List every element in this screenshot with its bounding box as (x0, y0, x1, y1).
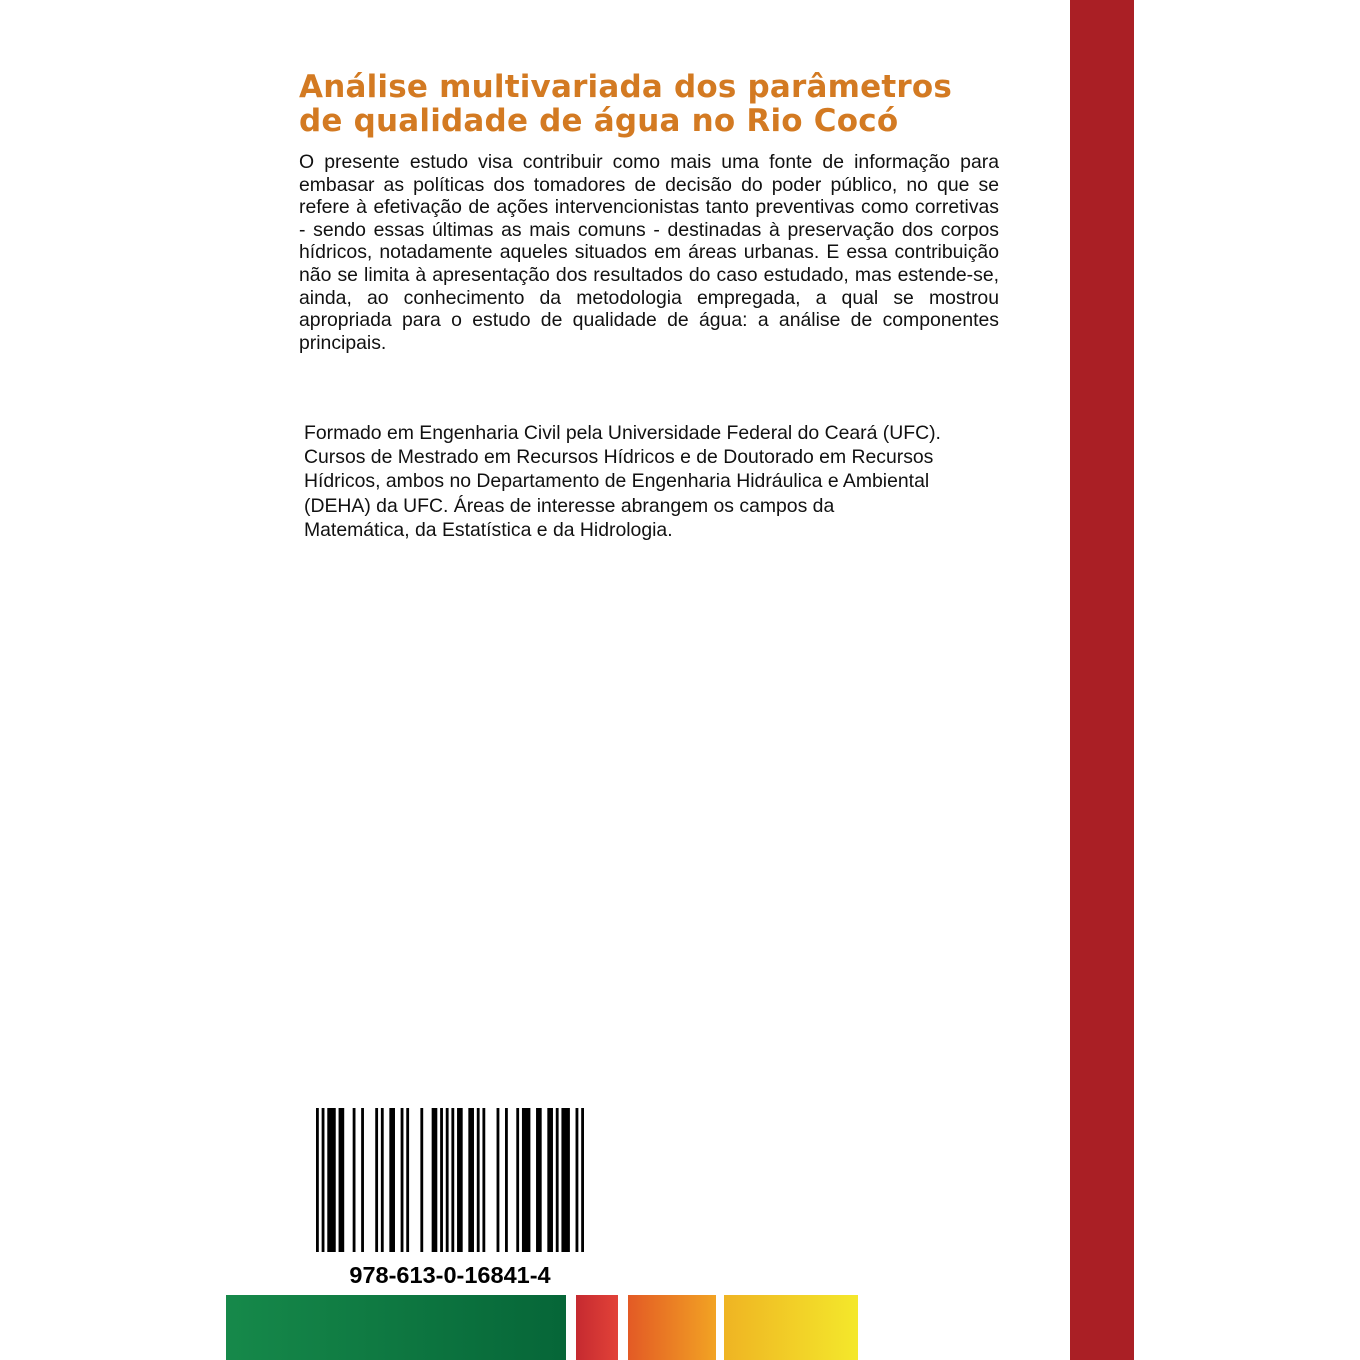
barcode-bar (497, 1108, 500, 1252)
barcode-bar (361, 1108, 364, 1252)
barcode-bar (316, 1108, 319, 1252)
barcode-bar (322, 1108, 325, 1252)
barcode-bar (446, 1108, 449, 1252)
color-strip-red (576, 1295, 618, 1360)
isbn-number: 978-613-0-16841-4 (349, 1262, 551, 1288)
bio-line-4: (DEHA) da UFC. Áreas de interesse abrangem os campos da (304, 494, 835, 517)
barcode-bar (468, 1108, 474, 1252)
barcode-bar (440, 1108, 443, 1252)
barcode-bar (457, 1108, 463, 1252)
color-strip-yellow (724, 1295, 858, 1360)
barcode-bar (432, 1108, 438, 1252)
color-strip-green (226, 1295, 566, 1360)
title-line-2: de qualidade de água no Rio Cocó (299, 103, 899, 139)
barcode-bar (516, 1108, 519, 1252)
barcode-bar (547, 1108, 553, 1252)
barcode-bar (420, 1108, 423, 1252)
bio-line-2: Cursos de Mestrado em Recursos Hídricos e de Doutorado em Recursos (304, 446, 934, 469)
barcode-bar (389, 1108, 395, 1252)
barcode-bar (381, 1108, 384, 1252)
barcode-bar (556, 1108, 559, 1252)
book-abstract: O presente estudo visa contribuir como mais uma fonte de informação para embasar as políticas dos tomadores de decisão do poder público, no que se refere à efetivação de ações intervencionistas tanto preventivas como corretivas - sendo essas últimas as mais comuns - destinadas à preservação dos corpos hídricos, notadamente aqueles situados em áreas urbanas. E essa contribuição não se limita à apresentação dos resultados do caso estudado, mas estende-se, ainda, ao conhecimento da metodologia empregada, a qual se mostrou apropriada para o estudo de qualidade de água: a análise de componentes principais. (299, 151, 999, 354)
bio-line-1: Formado em Engenharia Civil pela Universidade Federal do Ceará (UFC). (304, 422, 941, 444)
author-bio (304, 421, 1004, 542)
spine-band (1070, 0, 1134, 1360)
barcode-bar (576, 1108, 579, 1252)
barcode-bar (536, 1108, 542, 1252)
barcode-bar (353, 1108, 356, 1252)
barcode-icon (316, 1108, 584, 1252)
title-line-1: Análise multivariada dos parâmetros (299, 69, 953, 105)
barcode-bar (401, 1108, 404, 1252)
barcode-bar (477, 1108, 480, 1252)
barcode-bar (339, 1108, 345, 1252)
bio-line-5: Matemática, da Estatística e da Hidrologia. (304, 518, 673, 541)
barcode-bar (327, 1108, 335, 1252)
barcode-bar (505, 1108, 508, 1252)
barcode-bar (522, 1108, 530, 1252)
barcode-bar (406, 1108, 409, 1252)
barcode-bar (375, 1108, 378, 1252)
barcode-bar (451, 1108, 454, 1252)
barcode-bar (581, 1108, 584, 1252)
bio-line-3: Hídricos, ambos no Departamento de Engenharia Hidráulica e Ambiental (304, 470, 930, 493)
color-strip-orange (628, 1295, 716, 1360)
barcode-bar (482, 1108, 485, 1252)
barcode-bar (561, 1108, 569, 1252)
book-title (299, 70, 1019, 138)
